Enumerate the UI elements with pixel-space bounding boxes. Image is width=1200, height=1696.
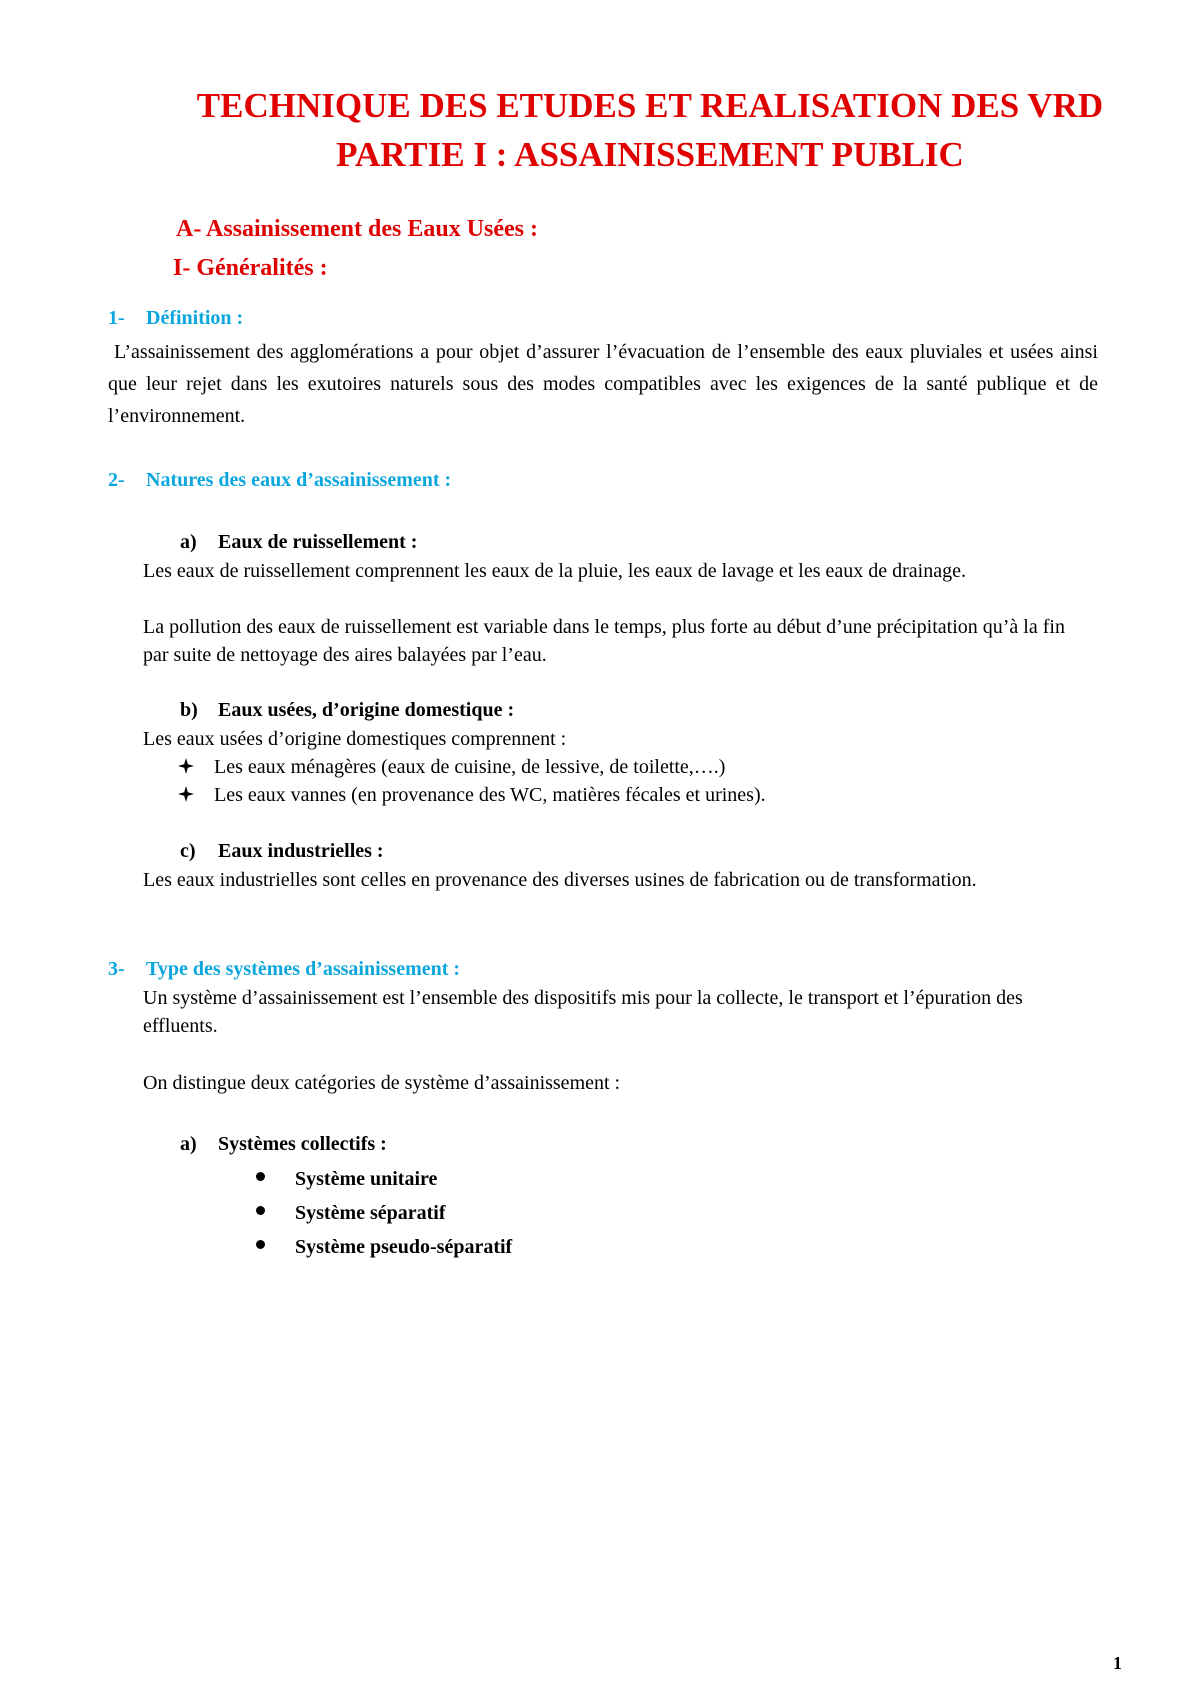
subsection-2b-letter: b) bbox=[180, 699, 198, 721]
page-number: 1 bbox=[1113, 1653, 1122, 1673]
section-2-title: Natures des eaux d’assainissement : bbox=[146, 469, 452, 491]
list-item-text: Les eaux vannes (en provenance des WC, matières fécales et urines). bbox=[214, 784, 766, 806]
document-subtitle: PARTIE I : ASSAINISSEMENT PUBLIC bbox=[336, 135, 964, 174]
subsection-2a-letter: a) bbox=[180, 531, 197, 553]
document-title: TECHNIQUE DES ETUDES ET REALISATION DES VRD bbox=[196, 86, 1104, 125]
section-1-title: Définition : bbox=[146, 307, 244, 329]
list-item-text: Système pseudo-séparatif bbox=[295, 1236, 513, 1258]
subsection-2c-heading bbox=[180, 838, 384, 864]
categories-intro: On distingue deux catégories de système d’assainissement : bbox=[143, 1072, 621, 1094]
subsection-3a-heading bbox=[180, 1131, 387, 1157]
subsection-3a-title: Systèmes collectifs : bbox=[218, 1133, 387, 1155]
list-item bbox=[178, 753, 725, 781]
subsection-2c-letter: c) bbox=[180, 840, 196, 862]
list-item-text: Système unitaire bbox=[295, 1168, 438, 1190]
section-2-number: 2- bbox=[108, 469, 125, 491]
section-1-number: 1- bbox=[108, 307, 125, 329]
section-1-heading bbox=[108, 305, 243, 331]
list-item bbox=[178, 781, 766, 809]
subsection-2c-title: Eaux industrielles : bbox=[218, 840, 384, 862]
ruissellement-paragraph-2: La pollution des eaux de ruissellement est variable dans le temps, plus forte au début d’une précipitation qu’à la fin par suite de nettoyage des aires balayées par l’eau. bbox=[143, 616, 1065, 666]
list-item bbox=[256, 1200, 446, 1226]
section-i-heading: I- Généralités : bbox=[173, 255, 328, 281]
list-item-text: Système séparatif bbox=[295, 1202, 446, 1224]
subsection-3a-letter: a) bbox=[180, 1133, 197, 1155]
bullet-dot-icon bbox=[256, 1206, 265, 1215]
subsection-2b-title: Eaux usées, d’origine domestique : bbox=[218, 699, 515, 721]
bullet-dot-icon bbox=[256, 1240, 265, 1249]
list-item-text: Les eaux ménagères (eaux de cuisine, de lessive, de toilette,….) bbox=[214, 756, 726, 778]
industrielles-paragraph: Les eaux industrielles sont celles en provenance des diverses usines de fabrication ou de transformation. bbox=[143, 869, 977, 891]
systemes-paragraph: Un système d’assainissement est l’ensemble des dispositifs mis pour la collecte, le transport et l’épuration des effluents. bbox=[143, 987, 1023, 1037]
definition-paragraph: L’assainissement des agglomérations a pour objet d’assurer l’évacuation de l’ensemble des eaux pluviales et usées ainsi que leur rejet dans les exutoires naturels sous des modes compatibles avec les exigences de la santé publique et de l’environnement. bbox=[108, 341, 1098, 427]
section-a-heading: A- Assainissement des Eaux Usées : bbox=[176, 216, 539, 242]
subsection-2a-title: Eaux de ruissellement : bbox=[218, 531, 418, 553]
domestique-intro: Les eaux usées d’origine domestiques comprennent : bbox=[143, 728, 567, 750]
ruissellement-paragraph-1: Les eaux de ruissellement comprennent les eaux de la pluie, les eaux de lavage et les eaux de drainage. bbox=[143, 560, 966, 582]
subsection-2a-heading bbox=[180, 529, 417, 555]
section-3-title: Type des systèmes d’assainissement : bbox=[146, 958, 461, 980]
diamond-bullet-icon bbox=[178, 758, 194, 774]
bullet-dot-icon bbox=[256, 1172, 265, 1181]
list-item bbox=[256, 1166, 437, 1192]
section-3-heading bbox=[108, 956, 460, 982]
list-item bbox=[256, 1234, 512, 1260]
section-3-number: 3- bbox=[108, 958, 125, 980]
subsection-2b-heading bbox=[180, 697, 514, 723]
diamond-bullet-icon bbox=[178, 786, 194, 802]
section-2-heading bbox=[108, 467, 451, 493]
